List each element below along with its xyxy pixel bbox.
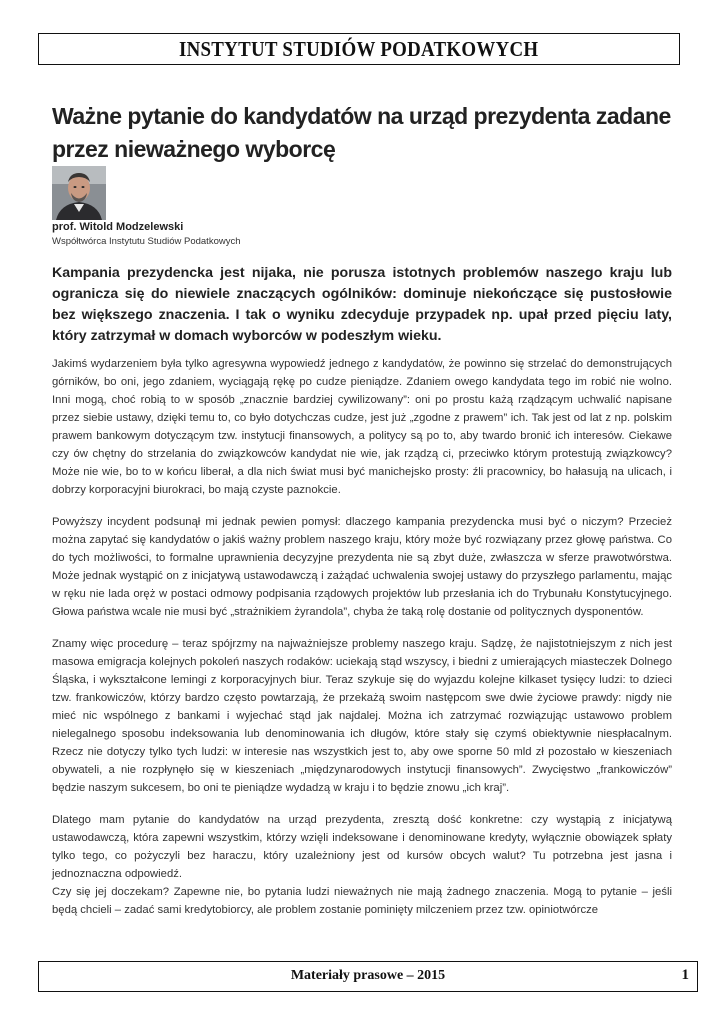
footer-label: Materiały prasowe – 2015 bbox=[290, 968, 446, 983]
article-title: Ważne pytanie do kandydatów na urząd prezydenta zadane przez nieważnego wyborcę bbox=[52, 103, 671, 162]
author-role: Współtwórca Instytutu Studiów Podatkowych bbox=[52, 236, 241, 247]
body-paragraph: Czy się jej doczekam? Zapewne nie, bo pytania ludzi nieważnych nie mają żadnego znaczenia. Mogą to pytanie – jeśli będą chcieli – zadać sami kredytobiorcy, ale problem zostanie pominięty milczeniem przez tzw. opiniotwórcze bbox=[52, 886, 672, 916]
body-paragraph: Powyższy incydent podsunął mi jednak pewien pomysł: dlaczego kampania prezydencka musi być o niczym? Przecież można zapytać się kandydatów o jakiś ważny problem naszego kraju, który może być rozwiązany przez głowę państwa. Co do tych możliwości, to formalne uprawnienia decyzyjne prezydenta nie są zbyt duże, zwłaszcza w sferze prawotwórstwa. Może jednak wystąpić on z inicjatywą ustawodawczą i zażądać uchwalenia swojej ustawy do przyszłego parlamentu, mając w ręku nie lada oręż w postaci odmowy podpisania rządowych projektów lub przesłania ich do Trybunału Konstytucyjnego. Głowa państwa wcale nie musi być „strażnikiem żyrandola”, chyba że taką rolę dostanie od politycznych dysponentów. bbox=[52, 516, 672, 618]
body-paragraph: Dlatego mam pytanie do kandydatów na urząd prezydenta, zresztą dość konkretne: czy wystąpią z inicjatywą ustawodawczą, która zapewni wszystkim, którzy wzięli indeksowane i denominowane kredyty, wyłącznie obowiązek spłaty tylko tego, co pożyczyli bez haraczu, który uzależniony jest od kursów obcych walut? Tu potrzebna jest jasna i jednoznaczna odpowiedź. bbox=[52, 814, 672, 880]
page-number: 1 bbox=[681, 967, 689, 983]
institute-name: INSTYTUT STUDIÓW PODATKOWYCH bbox=[179, 36, 539, 61]
author-photo bbox=[52, 166, 106, 220]
article-lead: Kampania prezydencka jest nijaka, nie porusza istotnych problemów naszego kraju lub ogranicza się do niewiele znaczących ogólników: dominuje niekończące się pustosłowie bez większego znaczenia. I tak o wyniku zdecyduje przypadek np. upał przed pięciu laty, który zatrzymał w domach wyborców w podeszłym wieku. bbox=[52, 265, 672, 344]
body-paragraph: Znamy więc procedurę – teraz spójrzmy na najważniejsze problemy naszego kraju. Sądzę, że najistotniejszym z nich jest masowa emigracja kolejnych pokoleń naszych rodaków: uciekają stąd wszyscy, i biedni z umierających miasteczek Dolnego Śląska, i wykształcone lemingi z korporacyjnych biur. Teraz szykuje się do wyjazdu kolejne kilkaset tysięcy ludzi: to dzieci tzw. frankowiczów, którzy bardzo często powtarzają, że przekażą swoim następcom swe dwie życiowe prawdy: nigdy nie mieć nic wspólnego z bankami i wyjechać stąd jak najdalej. Można ich zatrzymać rozwiązując ustawowo problem nielegalnego sposobu indeksowania lub denominowania ich długów, które stały się czymś obiektywnie niespłacalnym. Rzecz nie dotyczy tylko tych ludzi: w interesie nas wszystkich jest to, aby owe sporne 50 mld zł pozostało w kieszeniach obywateli, a nie rozpłynęło się w kieszeniach „międzynarodowych instytucji finansowych”. Zwycięstwo „frankowiczów” będzie naszym sukcesem, bo oni te pieniądze wydadzą w kraju i to będzie znowu „ich kraj”. bbox=[52, 638, 672, 794]
article-body bbox=[52, 355, 672, 919]
header-banner bbox=[38, 33, 680, 65]
body-paragraph: Jakimś wydarzeniem była tylko agresywna wypowiedź jednego z kandydatów, że powinno się strzelać do demonstrujących górników, bo oni, jego zdaniem, wyciągają rękę po cudze pieniądze. Zdaniem owego kandydata tego im robić nie wolno. Inni mogą, choć robią to w sposób „znacznie bardziej cywilizowany”: oni po prostu każą rządzącym uchwalić napisane przez siebie ustawy, dzięki temu to, co było dotychczas cudze, jest już „zgodne z prawem” ich. Tak jest od lat z np. polskim prawem bankowym dotyczącym tzw. instytucji finansowych, a politycy są po to, aby twardo bronić ich interesów. Ciekawe czy ów chętny do strzelania do związkowców kandydat nie wie, jak rządzą ci, przeciwko którym protestują związkowcy? Może nie wie, bo to w końcu liberał, a dla nich świat musi być manichejsko prosty: źli pracownicy, bo hałasują na ulicach, i dobrzy korporacyjni biurokraci, bo mają czyste paznokcie. bbox=[52, 358, 672, 496]
footer-banner bbox=[38, 961, 698, 992]
author-name: prof. Witold Modzelewski bbox=[52, 221, 184, 233]
